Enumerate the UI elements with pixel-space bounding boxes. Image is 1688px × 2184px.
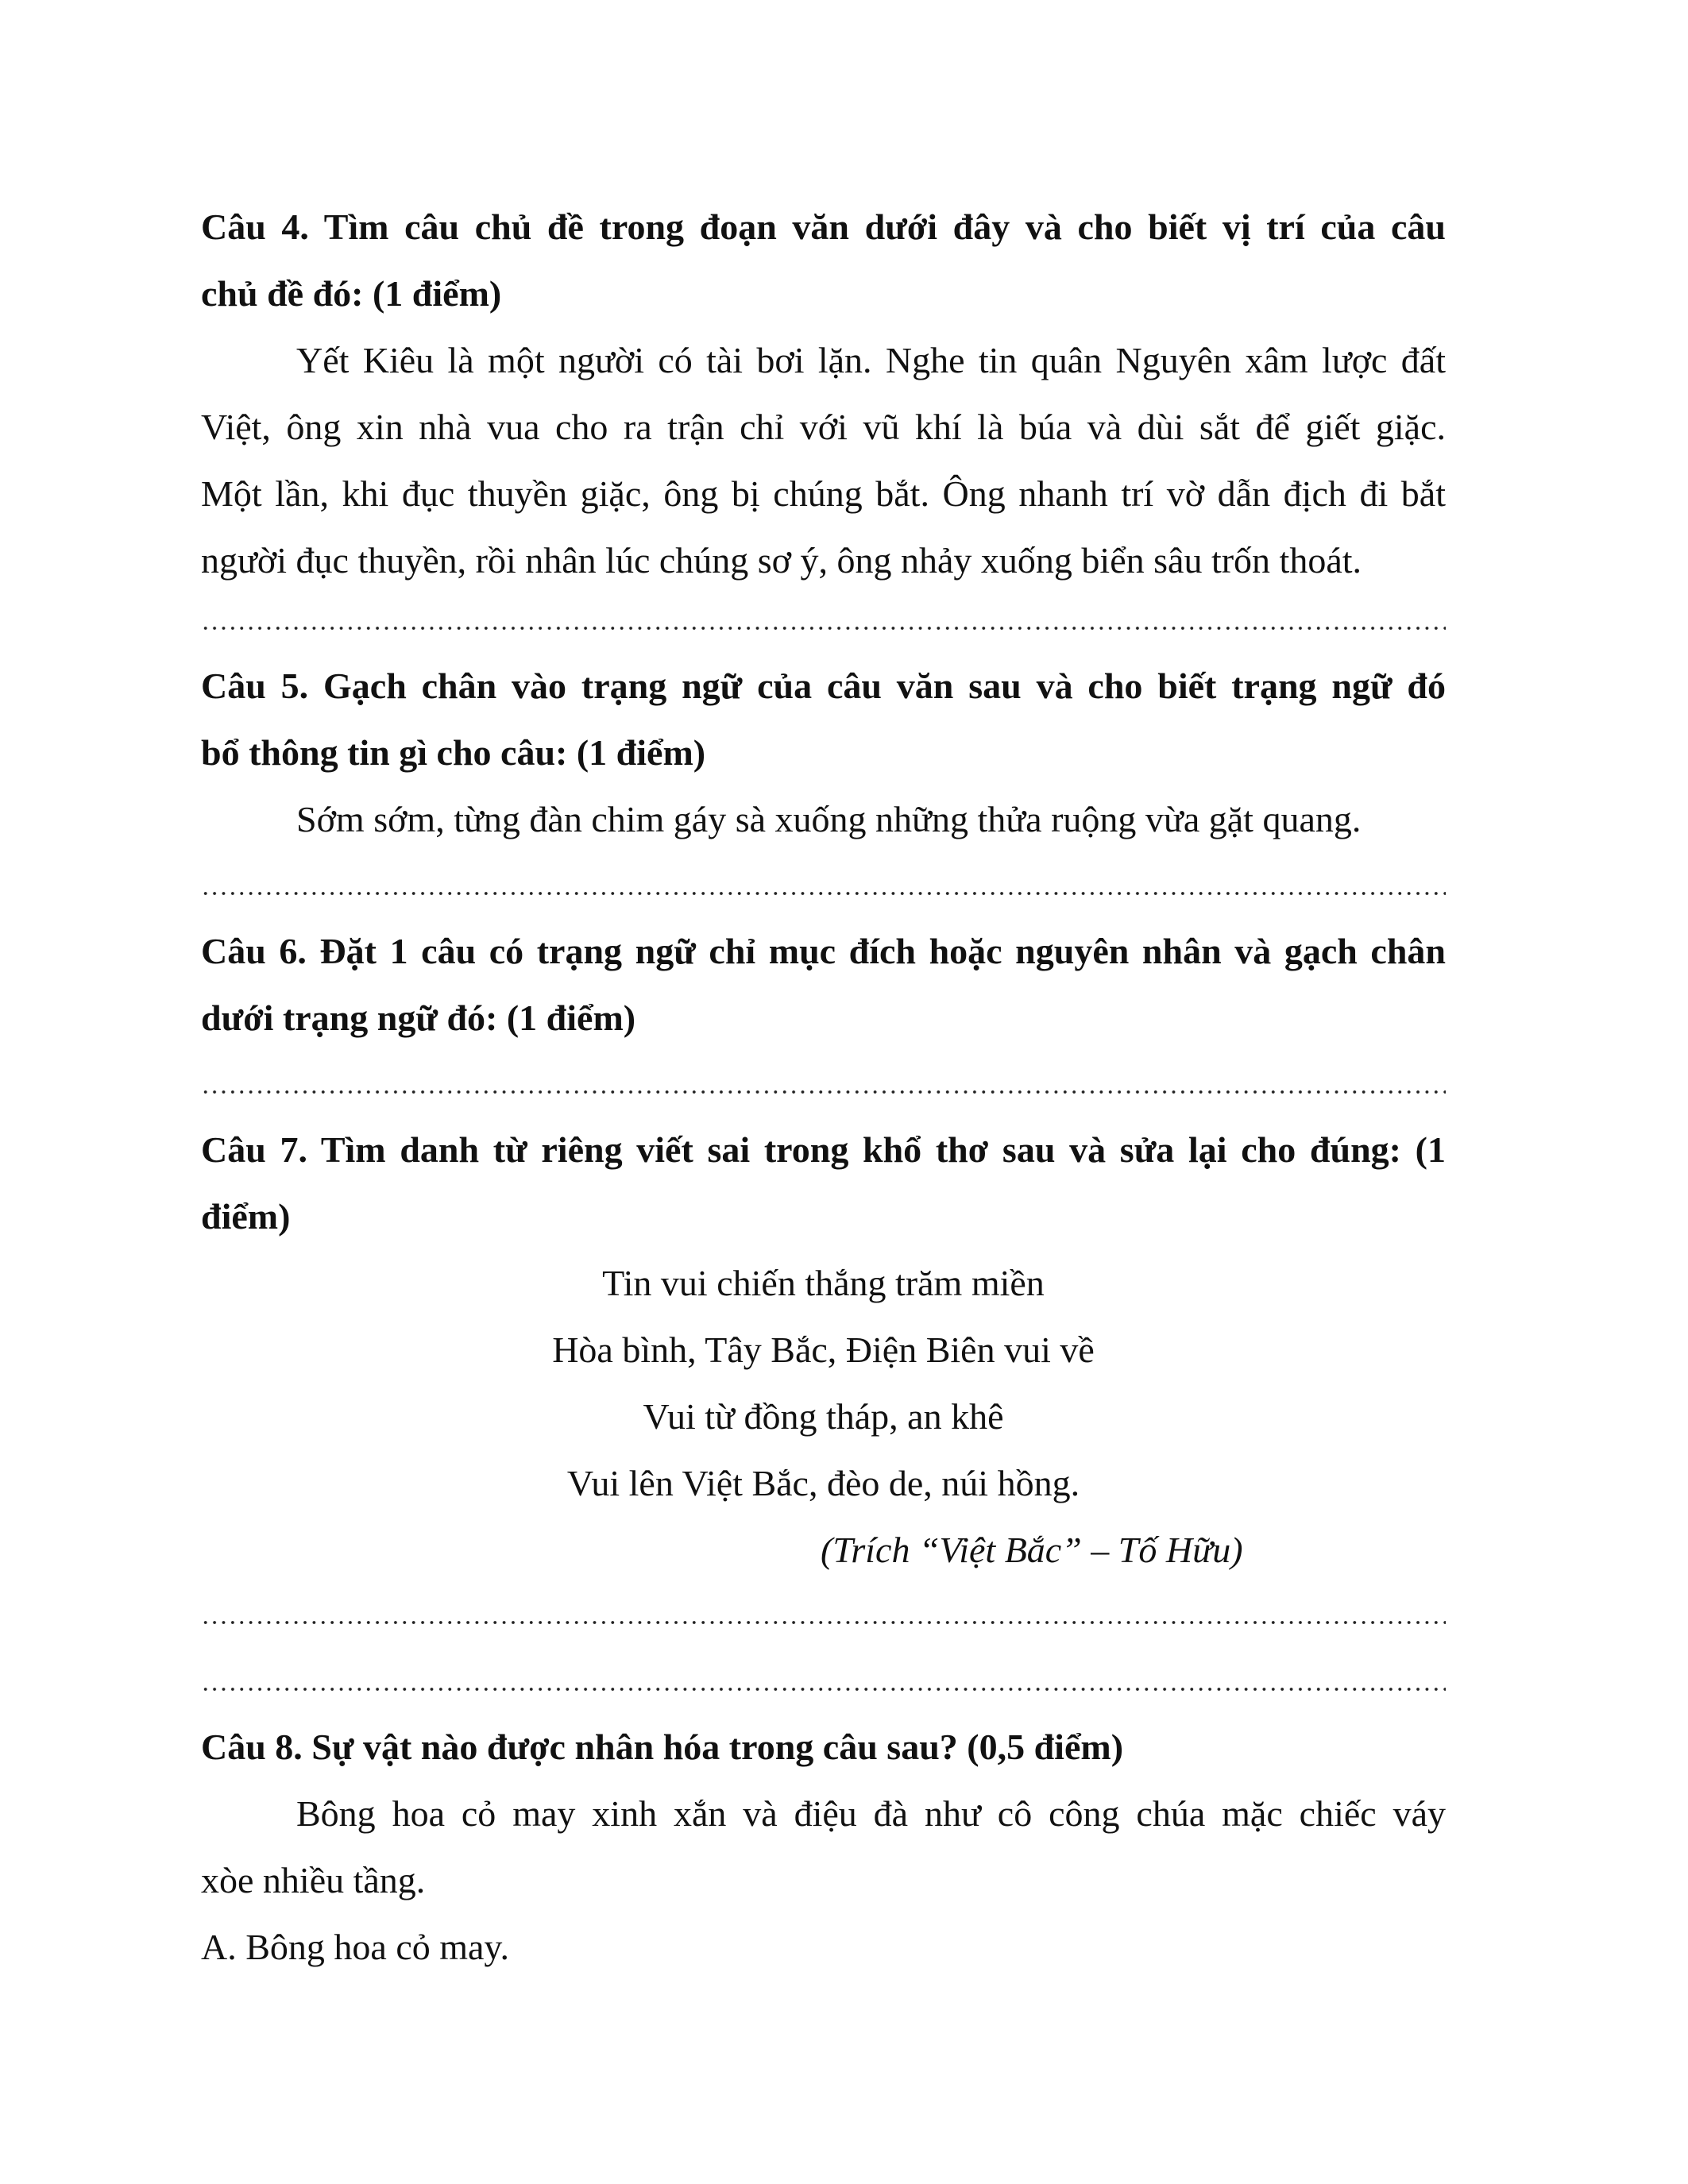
question-8-sentence-line1: Bông hoa cỏ may xinh xắn và điệu đà như cô công chúa mặc chiếc váy: [296, 1793, 1446, 1834]
question-7-title-line1: Câu 7. Tìm danh từ riêng viết sai trong khổ thơ sau và sửa lại cho đúng: (1: [201, 1129, 1446, 1170]
question-7-title-line2: điểm): [201, 1196, 291, 1237]
question-4-title-line2: chủ đề đó: (1 điểm): [201, 273, 502, 314]
answer-dotted-line[interactable]: [201, 1687, 1446, 1692]
question-4-passage-line1: Yết Kiêu là một người có tài bơi lặn. Nghe tin quân Nguyên xâm lược đất: [296, 340, 1446, 380]
question-4-passage-line3: Một lần, khi đục thuyền giặc, ông bị chúng bắt. Ông nhanh trí vờ dẫn địch đi bắt: [201, 473, 1446, 514]
question-4-title-line1: Câu 4. Tìm câu chủ đề trong đoạn văn dưới đây và cho biết vị trí của câu: [201, 206, 1446, 247]
question-6-title-line2: dưới trạng ngữ đó: (1 điểm): [201, 997, 636, 1038]
question-6-title-line1: Câu 6. Đặt 1 câu có trạng ngữ chỉ mục đích hoặc nguyên nhân và gạch chân: [201, 931, 1446, 971]
question-8-sentence-line2: xòe nhiều tầng.: [201, 1860, 426, 1900]
poem-line: Vui từ đồng tháp, an khê: [643, 1396, 1004, 1437]
question-4-passage-line2: Việt, ông xin nhà vua cho ra trận chỉ với vũ khí là búa và dùi sắt để giết giặc.: [201, 407, 1446, 447]
answer-dotted-line[interactable]: [201, 891, 1446, 896]
poem-source: (Trích “Việt Bắc” – Tố Hữu): [821, 1530, 1243, 1570]
question-4-passage-line4: người đục thuyền, rồi nhân lúc chúng sơ ý, ông nhảy xuống biển sâu trốn thoát.: [201, 540, 1362, 581]
poem-line: Tin vui chiến thắng trăm miền: [602, 1263, 1045, 1303]
answer-dotted-line[interactable]: [201, 1090, 1446, 1094]
poem-line: Vui lên Việt Bắc, đèo de, núi hồng.: [566, 1463, 1080, 1503]
question-5-title-line1: Câu 5. Gạch chân vào trạng ngữ của câu văn sau và cho biết trạng ngữ đó: [201, 666, 1446, 706]
answer-dotted-line[interactable]: [201, 1620, 1446, 1625]
answer-dotted-line[interactable]: [201, 626, 1446, 631]
question-8-title: Câu 8. Sự vật nào được nhân hóa trong câu sau? (0,5 điểm): [201, 1727, 1124, 1767]
question-8-option-a[interactable]: A. Bông hoa cỏ may.: [201, 1927, 509, 1967]
poem-line: Hòa bình, Tây Bắc, Điện Biên vui về: [552, 1329, 1095, 1370]
question-5-title-line2: bổ thông tin gì cho câu: (1 điểm): [201, 732, 706, 773]
question-5-sentence: Sớm sớm, từng đàn chim gáy sà xuống những thửa ruộng vừa gặt quang.: [296, 799, 1362, 839]
